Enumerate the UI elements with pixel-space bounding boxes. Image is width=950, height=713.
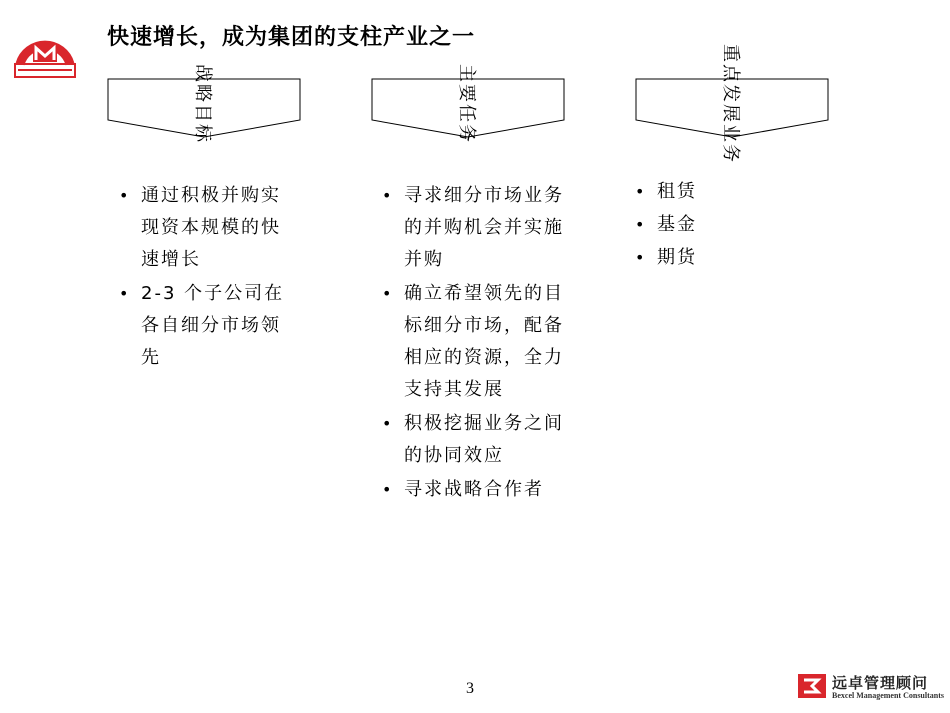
brand-mark-icon [798, 672, 826, 700]
column-header-strategy [107, 64, 301, 144]
list-item: • 基金 [633, 209, 813, 240]
list-item: • 寻求细分市场业务的并购机会并实施并购 [380, 180, 564, 276]
column-header-tasks [371, 64, 565, 144]
brand-name: 远卓管理顾问 [832, 674, 929, 692]
list-item: • 期货 [633, 242, 813, 273]
strategy-list [117, 180, 299, 376]
list-item: • 确立希望领先的目标细分市场，配备相应的资源，全力支持其发展 [380, 278, 564, 406]
company-logo [12, 14, 78, 80]
brand-logo [798, 672, 944, 702]
column-header-label: 重点发展业务 [720, 44, 741, 164]
list-item: • 2-3 个子公司在各自细分市场领先 [117, 278, 299, 374]
focus-list [633, 176, 813, 275]
column-header-label: 战略目标 [192, 64, 213, 144]
list-item: • 租赁 [633, 176, 813, 207]
tasks-list [380, 180, 564, 508]
page-title: 快速增长，成为集团的支柱产业之一 [107, 25, 476, 50]
list-item: • 积极挖掘业务之间的协同效应 [380, 408, 564, 472]
column-header-focus [635, 44, 829, 164]
list-item: • 寻求战略合作者 [380, 474, 564, 506]
column-header-label: 主要任务 [456, 64, 477, 144]
list-item: • 通过积极并购实现资本规模的快速增长 [117, 180, 299, 276]
page-number: 3 [466, 680, 474, 697]
brand-subtitle: Bexcel Management Consultants [832, 691, 944, 700]
